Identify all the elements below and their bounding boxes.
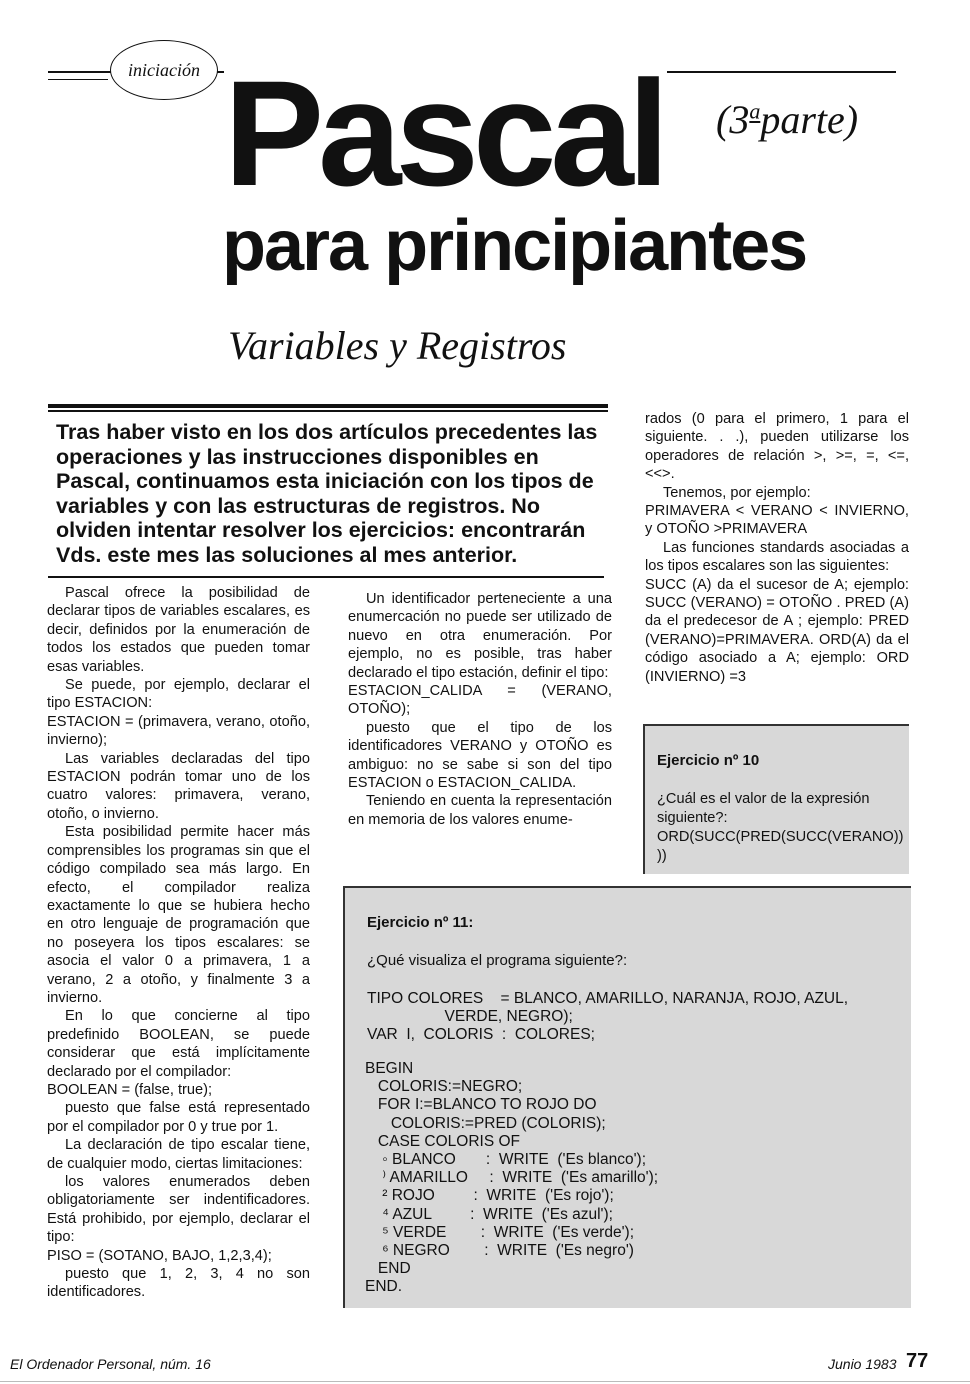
col1-code-line: PISO = (SOTANO, BAJO, 1,2,3,4); — [47, 1247, 272, 1264]
exercise-11-question: ¿Qué visualiza el programa siguiente?: — [367, 952, 628, 969]
col3-paragraph: Tenemos, por ejemplo: — [663, 484, 811, 501]
col1-code-line: ESTACION = (primavera, verano, otoño, invierno); — [47, 713, 310, 749]
col3-paragraph: Las funciones standards asociadas a los tipos escalares son las siguientes: — [645, 539, 909, 575]
lead-rule-top-thin — [48, 410, 608, 412]
col3-paragraph: rados (0 para el primero, 1 para el siguiente. . .), pueden utilizarse los operadores de relación >, >=, =, <=, <<>. — [645, 411, 909, 483]
title-part-ordinal: a — [749, 98, 761, 124]
lead-rule-top — [48, 404, 608, 408]
exercise-10-body: ¿Cuál es el valor de la expresión siguiente?: ORD(SUCC(PRED(SUCC(VERANO)) )) — [657, 791, 904, 864]
page-title: Pascal — [224, 58, 667, 208]
col1-code-line: BOOLEAN = (false, true); — [47, 1081, 213, 1098]
title-part-prefix: (3 — [716, 97, 750, 142]
col2-paragraph: Teniendo en cuenta la representación en memoria de los valores enume- — [348, 793, 612, 828]
footer-date: Junio 1983 — [828, 1356, 897, 1372]
section-badge-label: iniciación — [128, 59, 200, 80]
col2-paragraph: puesto que el tipo de los identificadores VERANO y OTOÑO es ambiguo: no se sabe si son del tipo ESTACION o ESTACION_CALIDA. — [348, 719, 612, 792]
section-badge — [110, 40, 218, 100]
column-3 — [645, 410, 909, 686]
col1-paragraph: los valores enumerados deben obligatoriamente ser indentificadores. Está prohibido, por ejemplo, declarar el tipo: — [47, 1174, 310, 1246]
col1-paragraph: Se puede, por ejemplo, declarar el tipo ESTACION: — [47, 677, 310, 712]
col2-paragraph: Un identificador perteneciente a una enumercación no puede ser utilizado de nuevo en otra enumeración. Por ejemplo, no es posible, tras haber declarado el tipo estación, definir el tipo: — [348, 591, 612, 681]
footer-rule — [0, 1381, 970, 1382]
column-2 — [348, 590, 612, 829]
col1-paragraph: puesto que 1, 2, 3, 4 no son identificadores. — [47, 1266, 310, 1301]
exercise-11-title: Ejercicio nº 11: — [367, 914, 474, 931]
exercise-11-program: BEGIN COLORIS:=NEGRO; FOR I:=BLANCO TO ROJO DO COLORIS:=PRED (COLORIS); CASE COLORIS OF ◦ BLANCO : WRITE ('Es blanco'); ⁾ AMARILLO : WRITE ('Es amarillo'); ² ROJO : WRITE ('Es rojo'); ⁴ AZUL : WRITE ('Es azul'); ⁵ VERDE : WRITE ('Es verde'); ⁶ NEGRO : WRITE ('Es negro') END END. — [365, 1060, 659, 1296]
title-part-label — [716, 96, 858, 143]
article-subtitle: Variables y Registros — [228, 323, 567, 368]
col1-paragraph: Pascal ofrece la posibilidad de declarar tipos de variables escalares, es decir, definidos por la enumeración de todos los estados que pueden tomar esas variables. — [47, 585, 310, 675]
header-rule-secondary — [48, 79, 108, 80]
exercise-11-declarations: TIPO COLORES = BLANCO, AMARILLO, NARANJA, ROJO, AZUL, VERDE, NEGRO); VAR I, COLORIS : COLORES; — [367, 990, 849, 1044]
col1-paragraph: puesto que false está representado por el compilador por 0 y true por 1. — [47, 1100, 310, 1135]
col1-paragraph: Esta posibilidad permite hacer más comprensibles los programas sin que el código compilado sea más largo. En efecto, el compilador realiza exactamente lo que se hubiera hecho en otro lenguaje de programación que no poseyera los tipos escalares: se asocia el valor 0 a primavera, 1 a verano, 2 a otoño, y finalmente 3 a invierno. — [47, 824, 310, 1006]
col1-paragraph: La declaración de tipo escalar tiene, de cualquier modo, ciertas limitaciones: — [47, 1137, 310, 1172]
exercise-10-box — [643, 724, 909, 874]
lead-paragraph: Tras haber visto en los dos artículos precedentes las operaciones y las instrucciones disponibles en Pascal, continuamos esta iniciación con los tipos de variables y con las estructuras de registros. No olviden intentar resolver los ejercicios: encontrarán Vds. este mes las soluciones al mes anterior. — [56, 420, 598, 567]
title-part-suffix: parte) — [760, 97, 859, 142]
footer-publication: El Ordenador Personal, núm. 16 — [10, 1356, 211, 1372]
exercise-11-box — [343, 886, 911, 1308]
col2-code-line: ESTACION_CALIDA = (VERANO, OTOÑO); — [348, 683, 612, 718]
col1-paragraph: En lo que concierne al tipo predefinido BOOLEAN, se puede considerar que está implícitamente declarado por el compilador: — [47, 1008, 310, 1080]
lead-rule-bottom — [48, 576, 604, 578]
page-title-sub: para principiantes — [222, 206, 807, 286]
col3-paragraph: SUCC (A) da el sucesor de A; ejemplo: SUCC (VERANO) = OTOÑO . PRED (A) da el predecesor de A ; ejemplo: PRED (VERANO)=PRIMAVERA. ORD(A) da el código asociado a A; ejemplo: ORD (INVIERNO) =3 — [645, 576, 909, 685]
col3-code-line: PRIMAVERA < VERANO < INVIERNO, y OTOÑO >PRIMAVERA — [645, 503, 909, 538]
page-number: 77 — [906, 1350, 929, 1372]
column-1 — [47, 584, 310, 1302]
col1-paragraph: Las variables declaradas del tipo ESTACION podrán tomar uno de los cuatro valores: primavera, verano, otoño, o invierno. — [47, 750, 310, 822]
exercise-10-title: Ejercicio nº 10 — [657, 752, 760, 769]
